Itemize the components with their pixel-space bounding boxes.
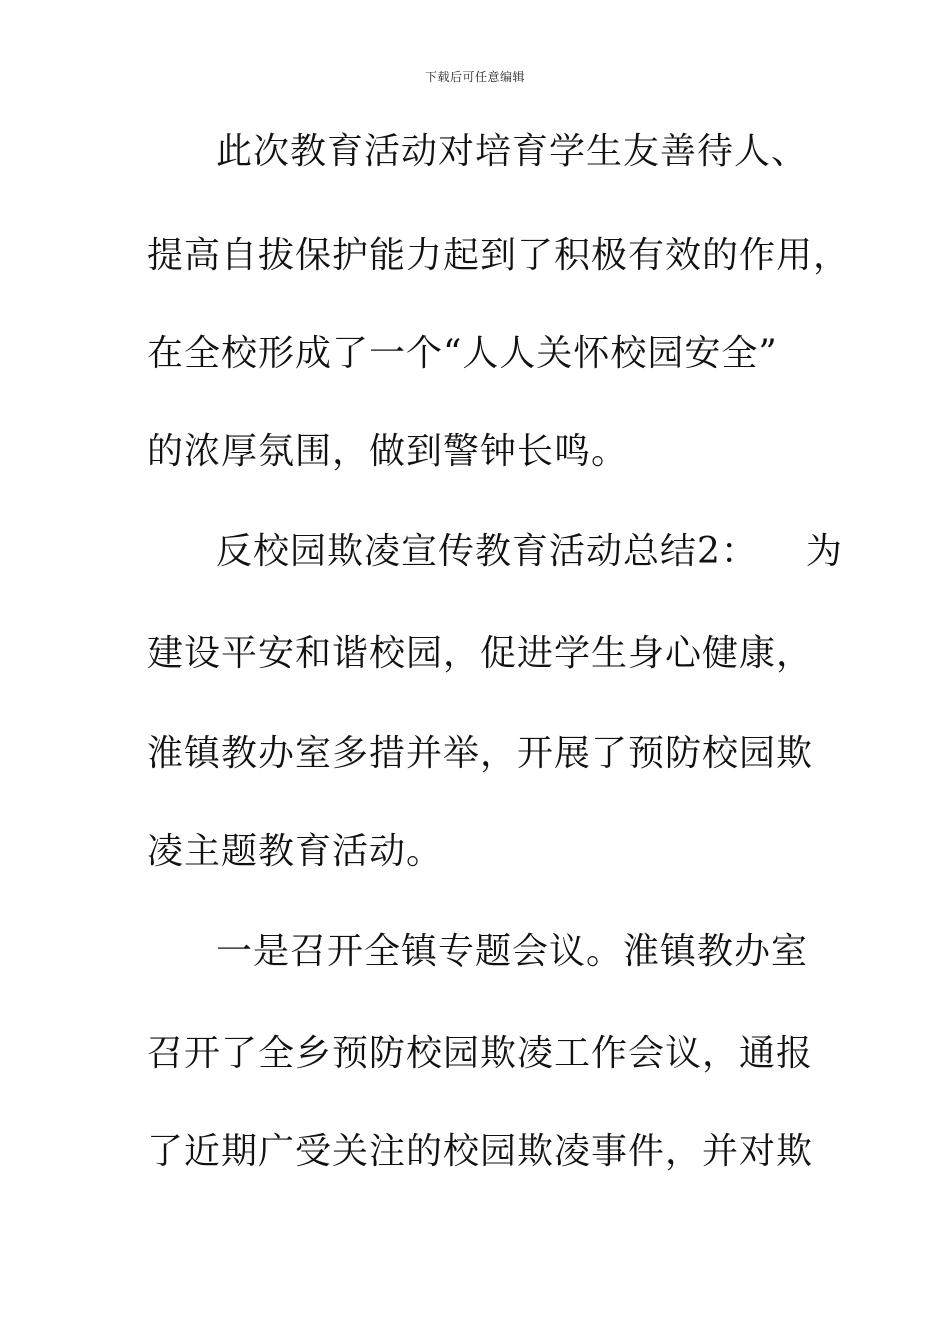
body-line-6: 建设平安和谐校园，促进学生身心健康，	[147, 633, 814, 674]
body-line-8: 凌主题教育活动。	[147, 831, 444, 872]
body-line-4: 的浓厚氛围，做到警钟长鸣。	[147, 431, 629, 472]
body-line-9: 一是召开全镇专题会议。淮镇教办室	[216, 931, 809, 972]
body-line-2: 提高自拔保护能力起到了积极有效的作用，	[147, 235, 851, 276]
download-edit-note: 下载后可任意编辑	[424, 70, 525, 84]
body-line-3: 在全校形成了一个“人人关怀校园安全”	[147, 333, 778, 374]
section-heading-text: 反校园欺凌宣传教育活动总结2：	[216, 531, 758, 572]
body-line-5	[216, 530, 843, 574]
body-line-1: 此次教育活动对培育学生友善待人、	[216, 131, 809, 172]
section-heading-continuation: 为	[805, 531, 843, 572]
body-line-10: 召开了全乡预防校园欺凌工作会议，通报	[147, 1033, 814, 1074]
body-line-7: 淮镇教办室多措并举，开展了预防校园欺	[147, 733, 814, 774]
body-line-11: 了近期广受关注的校园欺凌事件，并对欺	[147, 1131, 814, 1172]
